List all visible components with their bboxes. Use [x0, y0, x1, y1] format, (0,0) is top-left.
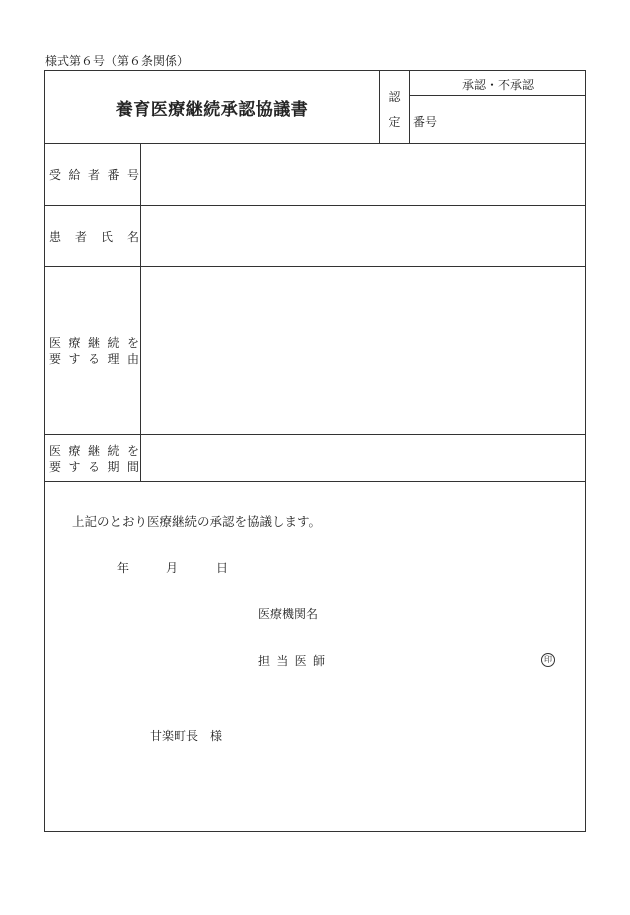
seal-mark: 印: [541, 653, 555, 667]
patient-name-field[interactable]: [141, 206, 585, 266]
patient-name-label: 患者氏名: [49, 230, 139, 244]
approval-number-field[interactable]: [440, 98, 585, 142]
date-month-label: 月: [166, 561, 179, 575]
period-label-line1: 医療継続を: [49, 444, 139, 458]
date-year-label: 年: [117, 561, 130, 575]
approval-number-label: 番号: [413, 115, 438, 129]
divider-row4: [44, 481, 586, 482]
period-label-line2: 要する期間: [49, 460, 139, 474]
nintei-label-bottom: 定: [388, 115, 401, 129]
page-title: 養育医療継続承認協議書: [115, 99, 309, 120]
period-field[interactable]: [141, 435, 585, 481]
approval-status-label: 承認・不承認: [461, 78, 534, 92]
recipient-number-field[interactable]: [141, 144, 585, 205]
divider-title: [379, 70, 380, 143]
addressee-label: 甘楽町長 様: [150, 729, 223, 743]
date-day-label: 日: [216, 561, 229, 575]
form-number: 様式第６号（第６条関係）: [45, 54, 190, 68]
statement-text: 上記のとおり医療継続の承認を協議します。: [72, 514, 322, 529]
reason-label-line1: 医療継続を: [49, 336, 139, 350]
doctor-label: 担当医師: [258, 654, 325, 668]
recipient-number-label: 受給者番号: [49, 168, 139, 182]
divider-approval: [409, 95, 586, 96]
nintei-label-top: 認: [388, 90, 401, 104]
institution-label: 医療機関名: [258, 607, 319, 621]
reason-field[interactable]: [141, 267, 585, 434]
reason-label-line2: 要する理由: [49, 352, 139, 366]
